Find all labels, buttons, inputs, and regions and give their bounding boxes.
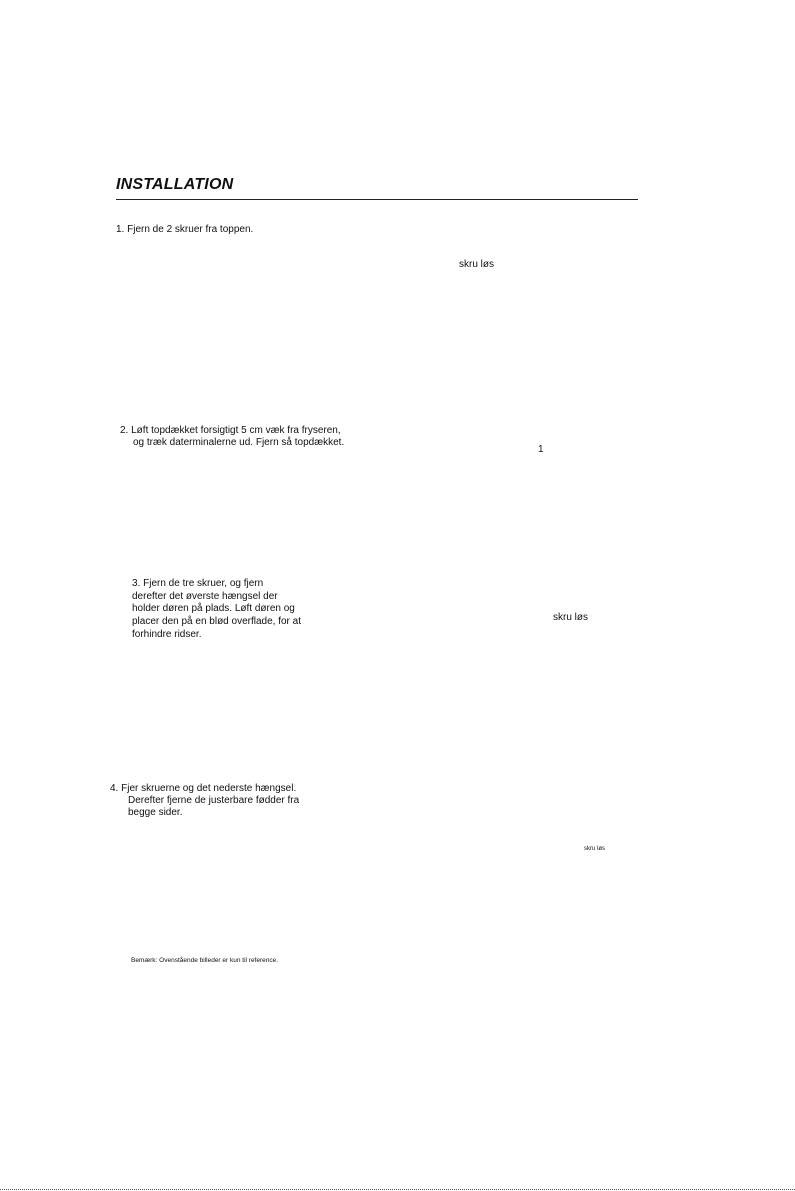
step-4-line-1: 4. Fjer skruerne og det nederste hængsel.	[110, 783, 297, 794]
step-4-text	[110, 783, 299, 819]
reference-note: Bemærk: Ovenstående billeder er kun til reference.	[131, 957, 279, 964]
step-3-line-5: forhindre ridser.	[132, 628, 202, 640]
title-divider	[116, 199, 638, 200]
step-2-line-2: og træk daterminalerne ud. Fjern så topdækket.	[133, 437, 345, 448]
step-3-line-3: holder døren på plads. Løft døren og	[132, 603, 295, 615]
step-4-line-2: Derefter fjerne de justerbare fødder fra	[128, 795, 300, 806]
page-bottom-edge	[0, 1189, 795, 1190]
step-2-text	[120, 425, 344, 449]
step-3-line-4: placer den på en blød overflade, for at	[132, 616, 301, 628]
step-1-line-1: 1. Fjern de 2 skruer fra toppen.	[116, 224, 254, 235]
step-3-callout: skru løs	[553, 612, 588, 623]
step-1-text	[116, 224, 253, 236]
step-3-line-1: 3. Fjern de tre skruer, og fjern	[132, 578, 264, 589]
step-4-callout: skru løs	[584, 846, 605, 852]
section-title: INSTALLATION	[116, 176, 234, 193]
step-4-line-3: begge sider.	[128, 807, 183, 818]
step-2-line-1: 2. Løft topdækket forsigtigt 5 cm væk fra fryseren,	[120, 425, 341, 436]
step-3-text	[132, 578, 301, 642]
step-2-callout: 1	[538, 444, 544, 455]
step-1-callout: skru løs	[459, 259, 494, 270]
step-3-line-2: derefter det øverste hængsel der	[132, 590, 278, 602]
